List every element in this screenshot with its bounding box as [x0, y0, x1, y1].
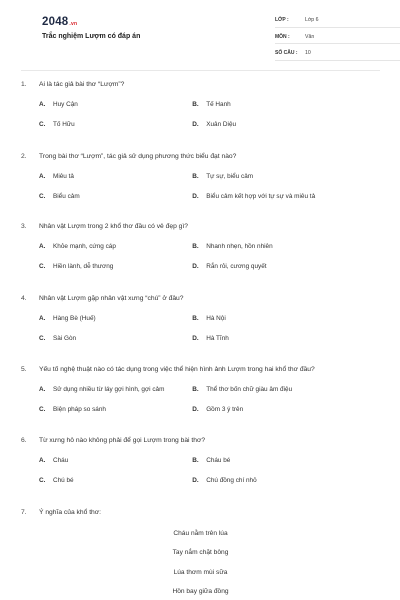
page-title: Trắc nghiệm Lượm có đáp án [42, 33, 141, 40]
option-text: Chú bé [53, 477, 74, 484]
option-d[interactable] [192, 263, 380, 270]
option-letter: D. [192, 335, 199, 342]
option-letter: A. [39, 243, 46, 250]
option-b[interactable] [192, 101, 380, 108]
option-c[interactable] [21, 121, 192, 128]
option-letter: B. [192, 457, 199, 464]
option-c[interactable] [21, 477, 192, 484]
question-text: Nhân vật Lượm gặp nhân vật xưng “chú” ở đâu? [39, 295, 184, 302]
meta-row-subject [275, 31, 400, 45]
option-letter: D. [192, 121, 199, 128]
poem-line: Lúa thơm mùi sữa [173, 569, 228, 576]
question-4 [21, 295, 380, 342]
option-letter: C. [39, 335, 46, 342]
option-letter: D. [192, 263, 199, 270]
option-text: Tự sự, biểu cảm [206, 173, 254, 180]
option-letter: A. [39, 315, 46, 322]
poem-line: Hồn bay giữa đồng [172, 588, 229, 595]
question-text: Nhân vật Lượm trong 2 khổ thơ đầu có vẻ đẹp gì? [39, 223, 188, 230]
option-b[interactable] [192, 173, 380, 180]
option-letter: D. [192, 477, 199, 484]
question-number: 3. [21, 223, 27, 230]
option-letter: C. [39, 406, 46, 413]
option-text: Chú đồng chí nhỏ [206, 477, 257, 484]
poem-line: Tay nắm chặt bông [172, 549, 229, 556]
option-c[interactable] [21, 406, 192, 413]
option-b[interactable] [192, 315, 380, 322]
option-letter: B. [192, 243, 199, 250]
option-a[interactable] [21, 386, 192, 393]
question-number: 7. [21, 509, 27, 516]
logo-suffix: .vn [69, 21, 78, 27]
option-text: Hà Nội [206, 315, 226, 322]
option-letter: D. [192, 406, 199, 413]
option-text: Hàng Bè (Huế) [53, 315, 96, 322]
option-text: Rắn rỏi, cương quyết [206, 263, 267, 270]
option-d[interactable] [192, 193, 380, 200]
meta-key: MÔN : [275, 33, 290, 40]
option-b[interactable] [192, 386, 380, 393]
option-letter: D. [192, 193, 199, 200]
option-d[interactable] [192, 335, 380, 342]
option-text: Khỏe mạnh, cứng cáp [53, 243, 116, 250]
option-b[interactable] [192, 243, 380, 250]
question-6 [21, 437, 380, 484]
question-number: 5. [21, 366, 27, 373]
option-letter: A. [39, 101, 46, 108]
option-letter: A. [39, 386, 46, 393]
option-text: Xuân Diệu [206, 121, 237, 128]
option-text: Biểu cảm kết hợp với tự sự và miêu tả [206, 193, 316, 200]
meta-key: SỐ CÂU : [275, 50, 298, 57]
option-d[interactable] [192, 406, 380, 413]
option-letter: C. [39, 263, 46, 270]
option-a[interactable] [21, 243, 192, 250]
option-text: Cháu [53, 457, 69, 464]
question-text: Từ xưng hô nào không phải để gọi Lượm trong bài thơ? [39, 437, 206, 444]
option-c[interactable] [21, 263, 192, 270]
poem-line: Cháu nằm trên lúa [173, 530, 228, 537]
header-divider [21, 70, 380, 71]
option-text: Gồm 3 ý trên [206, 406, 244, 413]
meta-info [275, 14, 400, 64]
option-text: Sử dụng nhiều từ láy gợi hình, gợi cảm [53, 386, 165, 393]
option-text: Hiền lành, dễ thương [53, 263, 114, 270]
meta-value: Lớp 6 [305, 17, 319, 24]
option-letter: B. [192, 101, 199, 108]
option-text: Cháu bé [206, 457, 231, 464]
meta-key: LỚP : [275, 17, 289, 24]
header [21, 0, 380, 70]
option-a[interactable] [21, 457, 192, 464]
option-letter: B. [192, 386, 199, 393]
option-text: Biểu cảm [53, 193, 80, 200]
question-text: Ai là tác giả bài thơ “Lượm”? [39, 81, 125, 88]
option-text: Hà Tĩnh [206, 335, 229, 342]
question-3 [21, 223, 380, 270]
question-1 [21, 81, 380, 128]
option-text: Huy Cận [53, 101, 78, 108]
option-text: Nhanh nhẹn, hồn nhiên [206, 243, 273, 250]
meta-value: 10 [305, 50, 311, 57]
option-letter: B. [192, 173, 199, 180]
question-5 [21, 366, 380, 413]
option-text: Biện pháp so sánh [53, 406, 106, 413]
question-number: 4. [21, 295, 27, 302]
meta-row-class [275, 14, 400, 28]
question-text: Trong bài thơ “Lượm”, tác giả sử dụng phương thức biểu đạt nào? [39, 153, 237, 160]
option-text: Tố Hữu [53, 121, 75, 128]
option-a[interactable] [21, 173, 192, 180]
question-7 [21, 509, 380, 600]
option-c[interactable] [21, 193, 192, 200]
question-number: 6. [21, 437, 27, 444]
option-d[interactable] [192, 121, 380, 128]
option-text: Thể thơ bốn chữ giàu âm điệu [206, 386, 293, 393]
site-logo[interactable] [42, 16, 77, 28]
option-letter: C. [39, 477, 46, 484]
option-text: Miêu tả [53, 173, 74, 180]
option-letter: C. [39, 121, 46, 128]
logo-main: 2048 [42, 16, 69, 28]
option-letter: C. [39, 193, 46, 200]
option-letter: A. [39, 457, 46, 464]
option-a[interactable] [21, 315, 192, 322]
question-text: Yếu tố nghệ thuật nào có tác dụng trong việc thể hiện hình ảnh Lượm trong hai khổ thơ đầu? [39, 366, 315, 373]
question-text: Ý nghĩa của khổ thơ: [39, 509, 102, 516]
option-a[interactable] [21, 101, 192, 108]
option-letter: B. [192, 315, 199, 322]
question-number: 1. [21, 81, 27, 88]
option-d[interactable] [192, 477, 380, 484]
option-text: Sài Gòn [53, 335, 77, 342]
question-2 [21, 153, 380, 200]
option-letter: A. [39, 173, 46, 180]
option-b[interactable] [192, 457, 380, 464]
meta-value: Văn [305, 33, 315, 40]
option-text: Tế Hanh [206, 101, 231, 108]
meta-row-count [275, 47, 400, 61]
option-c[interactable] [21, 335, 192, 342]
question-number: 2. [21, 153, 27, 160]
